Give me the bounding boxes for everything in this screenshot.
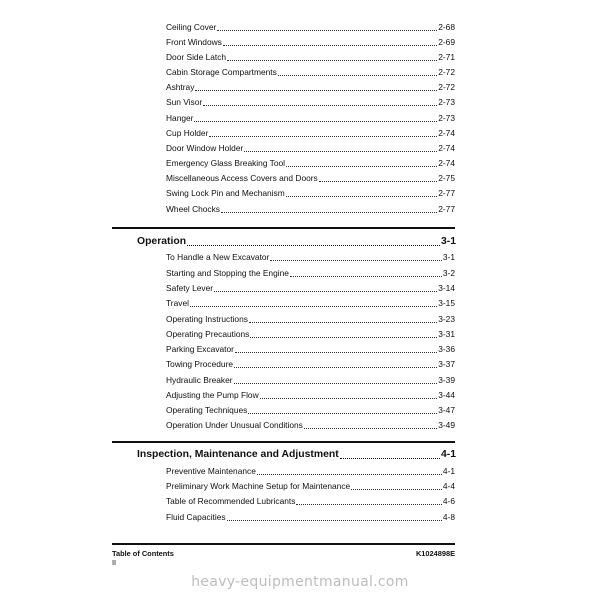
dot-leader <box>227 520 442 521</box>
dot-leader <box>319 181 437 182</box>
dot-leader <box>187 245 440 246</box>
section-divider <box>112 227 455 229</box>
toc-entry-page: 2-73 <box>438 97 455 107</box>
toc-entry[interactable] <box>166 249 455 263</box>
toc-entry-page: 3-15 <box>438 298 455 308</box>
footer-title: Table of Contents <box>112 549 174 558</box>
toc-section-inspection[interactable] <box>137 445 456 461</box>
toc-entry-page: 4-8 <box>442 512 455 522</box>
dot-leader <box>351 489 442 490</box>
dot-leader <box>290 276 442 277</box>
toc-entry-title: Table of Recommended Lubricants <box>166 496 296 506</box>
toc-entry[interactable] <box>166 265 455 279</box>
toc-entry-page: 4-4 <box>442 481 455 491</box>
toc-entry[interactable] <box>166 311 455 325</box>
toc-entry[interactable] <box>166 372 455 386</box>
toc-entry[interactable] <box>166 49 455 63</box>
dot-leader <box>203 105 437 106</box>
toc-entry-title: Sun Visor <box>166 97 203 107</box>
toc-entry[interactable] <box>166 155 455 169</box>
toc-entry[interactable] <box>166 185 455 199</box>
dot-leader <box>234 367 437 368</box>
toc-entry-page: 3-2 <box>442 268 455 278</box>
toc-entry[interactable] <box>166 493 455 507</box>
toc-entry-title: Operating Instructions <box>166 314 248 324</box>
dot-leader <box>270 260 442 261</box>
toc-entry-page: 2-71 <box>438 52 455 62</box>
dot-leader <box>194 121 437 122</box>
toc-entry-page: 4-6 <box>442 496 455 506</box>
dot-leader <box>209 136 437 137</box>
toc-entry-page: 2-72 <box>438 82 455 92</box>
toc-entry-page: 3-44 <box>438 390 455 400</box>
toc-entry-title: Fluid Capacities <box>166 512 226 522</box>
toc-entry[interactable] <box>166 295 455 309</box>
toc-entry[interactable] <box>166 356 455 370</box>
toc-entry-title: Travel <box>166 298 189 308</box>
toc-entry-title: Emergency Glass Breaking Tool <box>166 158 286 168</box>
dot-leader <box>250 337 437 338</box>
toc-entry-page: 2-75 <box>438 173 455 183</box>
toc-entry-page: 4-1 <box>442 466 455 476</box>
dot-leader <box>221 212 437 213</box>
dot-leader <box>190 306 437 307</box>
section-page: 3-1 <box>440 236 456 247</box>
toc-entry[interactable] <box>166 280 455 294</box>
toc-entry[interactable] <box>166 509 455 523</box>
toc-entry-title: Preventive Maintenance <box>166 466 256 476</box>
toc-entry[interactable] <box>166 140 455 154</box>
toc-entry-title: Hanger <box>166 113 194 123</box>
section-title: Operation <box>137 236 187 247</box>
toc-entry-title: Towing Procedure <box>166 359 234 369</box>
toc-entry-title: Wheel Chocks <box>166 204 220 214</box>
dot-leader <box>217 30 437 31</box>
document-code: K1024898E <box>415 549 455 558</box>
toc-entry-page: 3-36 <box>438 344 455 354</box>
toc-entry-page: 3-39 <box>438 375 455 385</box>
toc-entry-title: Hydraulic Breaker <box>166 375 233 385</box>
dot-leader <box>235 352 437 353</box>
toc-entry-page: 3-1 <box>442 252 455 262</box>
dot-leader <box>286 166 437 167</box>
toc-entry-title: Door Window Holder <box>166 143 244 153</box>
dot-leader <box>286 196 438 197</box>
toc-entry-title: Cabin Storage Compartments <box>166 67 277 77</box>
toc-entry[interactable] <box>166 341 455 355</box>
toc-entry-title: Miscellaneous Access Covers and Doors <box>166 173 318 183</box>
toc-entry-title: Operation Under Unusual Conditions <box>166 420 303 430</box>
toc-entry-page: 2-74 <box>438 128 455 138</box>
toc-entry[interactable] <box>166 34 455 48</box>
toc-entry-title: Preliminary Work Machine Setup for Maintenance <box>166 481 351 491</box>
toc-entry[interactable] <box>166 170 455 184</box>
dot-leader <box>244 151 437 152</box>
toc-entry-page: 2-72 <box>438 67 455 77</box>
dot-leader <box>304 428 437 429</box>
dot-leader <box>296 504 441 505</box>
watermark: heavy-equipmentmanual.com <box>191 574 409 590</box>
toc-entry[interactable] <box>166 326 455 340</box>
toc-entry-title: Operating Precautions <box>166 329 250 339</box>
section-divider <box>112 441 455 443</box>
toc-entry-page: 3-49 <box>438 420 455 430</box>
toc-entry[interactable] <box>166 94 455 108</box>
toc-entry-page: 3-31 <box>438 329 455 339</box>
toc-entry[interactable] <box>166 64 455 78</box>
toc-entry-title: Starting and Stopping the Engine <box>166 268 289 278</box>
toc-entry-page: 3-14 <box>438 283 455 293</box>
dot-leader <box>278 75 437 76</box>
toc-entry-title: Ceiling Cover <box>166 22 217 32</box>
toc-entry-title: Safety Lever <box>166 283 214 293</box>
toc-entry-title: Front Windows <box>166 37 222 47</box>
toc-entry-page: 2-74 <box>438 158 455 168</box>
toc-entry[interactable] <box>166 79 455 93</box>
dot-leader <box>223 45 437 46</box>
dot-leader <box>214 291 437 292</box>
toc-entry-title: Door Side Latch <box>166 52 227 62</box>
toc-entry[interactable] <box>166 19 455 33</box>
toc-entry-page: 3-37 <box>438 359 455 369</box>
dot-leader <box>227 60 437 61</box>
toc-entry-title: Cup Holder <box>166 128 209 138</box>
toc-entry-page: 2-77 <box>438 204 455 214</box>
dot-leader <box>249 322 437 323</box>
toc-entry[interactable] <box>166 387 455 401</box>
toc-entry-page: 2-69 <box>438 37 455 47</box>
dot-leader <box>248 413 437 414</box>
toc-entry-title: Ashtray <box>166 82 195 92</box>
dot-leader <box>340 458 440 459</box>
toc-entry[interactable] <box>166 201 455 215</box>
toc-entry[interactable] <box>166 463 455 477</box>
page-number: II <box>112 558 117 567</box>
toc-entry[interactable] <box>166 110 455 124</box>
dot-leader <box>195 90 437 91</box>
toc-entry-page: 2-68 <box>438 22 455 32</box>
toc-section-operation[interactable] <box>137 232 456 248</box>
toc-entry-page: 2-77 <box>438 188 455 198</box>
toc-entry-title: Parking Excavator <box>166 344 234 354</box>
toc-entry-page: 3-23 <box>438 314 455 324</box>
dot-leader <box>257 474 442 475</box>
toc-entry[interactable] <box>166 125 455 139</box>
dot-leader <box>260 398 438 399</box>
toc-entry-page: 3-47 <box>438 405 455 415</box>
footer-rule <box>112 543 455 545</box>
toc-entry-title: Swing Lock Pin and Mechanism <box>166 188 285 198</box>
toc-entry-title: Operating Techniques <box>166 405 248 415</box>
dot-leader <box>234 383 438 384</box>
toc-entry-title: To Handle a New Excavator <box>166 252 270 262</box>
toc-entry[interactable] <box>166 478 455 492</box>
toc-entry-title: Adjusting the Pump Flow <box>166 390 259 400</box>
toc-entry-page: 2-74 <box>438 143 455 153</box>
section-page: 4-1 <box>440 449 456 460</box>
toc-entry-page: 2-73 <box>438 113 455 123</box>
toc-entry[interactable] <box>166 402 455 416</box>
toc-entry[interactable] <box>166 417 455 431</box>
section-title: Inspection, Maintenance and Adjustment <box>137 449 339 460</box>
